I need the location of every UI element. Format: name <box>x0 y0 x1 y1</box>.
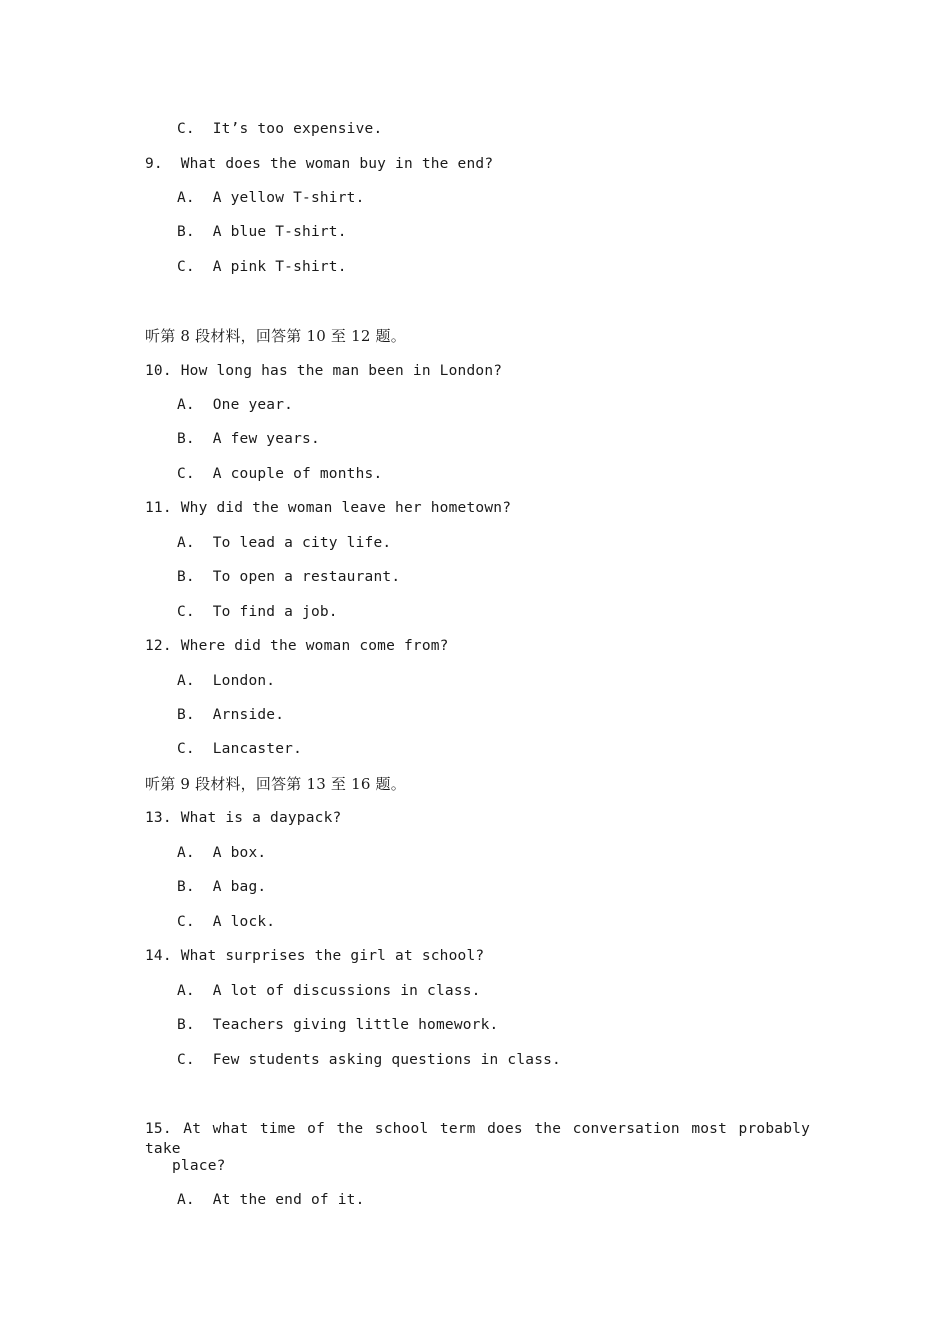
q11-option-c: C. To find a job. <box>177 604 338 620</box>
q13-question: 13. What is a daypack? <box>145 810 342 826</box>
section-heading-8: 听第 8 段材料，回答第 10 至 12 题。 <box>145 327 406 345</box>
q11-option-a: A. To lead a city life. <box>177 535 392 551</box>
q13-option-c: C. A lock. <box>177 914 276 930</box>
q10-option-b: B. A few years. <box>177 431 320 447</box>
q15-question: 15. At what time of the school term does the conversation most probably take <box>145 1121 810 1157</box>
q13-option-b: B. A bag. <box>177 879 267 895</box>
q14-option-a: A. A lot of discussions in class. <box>177 983 481 999</box>
q13-option-a: A. A box. <box>177 845 267 861</box>
q15-question-continued: place? <box>172 1158 226 1174</box>
q9-option-c: C. A pink T-shirt. <box>177 259 347 275</box>
q11-question: 11. Why did the woman leave her hometown? <box>145 500 512 516</box>
q12-option-b: B. Arnside. <box>177 707 285 723</box>
q11-option-b: B. To open a restaurant. <box>177 569 401 585</box>
q12-question: 12. Where did the woman come from? <box>145 638 449 654</box>
q9-option-b: B. A blue T-shirt. <box>177 224 347 240</box>
q14-option-c: C. Few students asking questions in class. <box>177 1052 561 1068</box>
q15-option-a: A. At the end of it. <box>177 1192 365 1208</box>
q9-option-a: A. A yellow T-shirt. <box>177 190 365 206</box>
q8-option-c: C. It’s too expensive. <box>177 121 383 137</box>
q14-question: 14. What surprises the girl at school? <box>145 948 485 964</box>
q10-option-a: A. One year. <box>177 397 294 413</box>
section-heading-9: 听第 9 段材料，回答第 13 至 16 题。 <box>145 775 406 793</box>
q9-question: 9. What does the woman buy in the end? <box>145 156 494 172</box>
q14-option-b: B. Teachers giving little homework. <box>177 1017 499 1033</box>
q10-option-c: C. A couple of months. <box>177 466 383 482</box>
q10-question: 10. How long has the man been in London? <box>145 363 503 379</box>
q12-option-c: C. Lancaster. <box>177 741 303 757</box>
q12-option-a: A. London. <box>177 673 276 689</box>
